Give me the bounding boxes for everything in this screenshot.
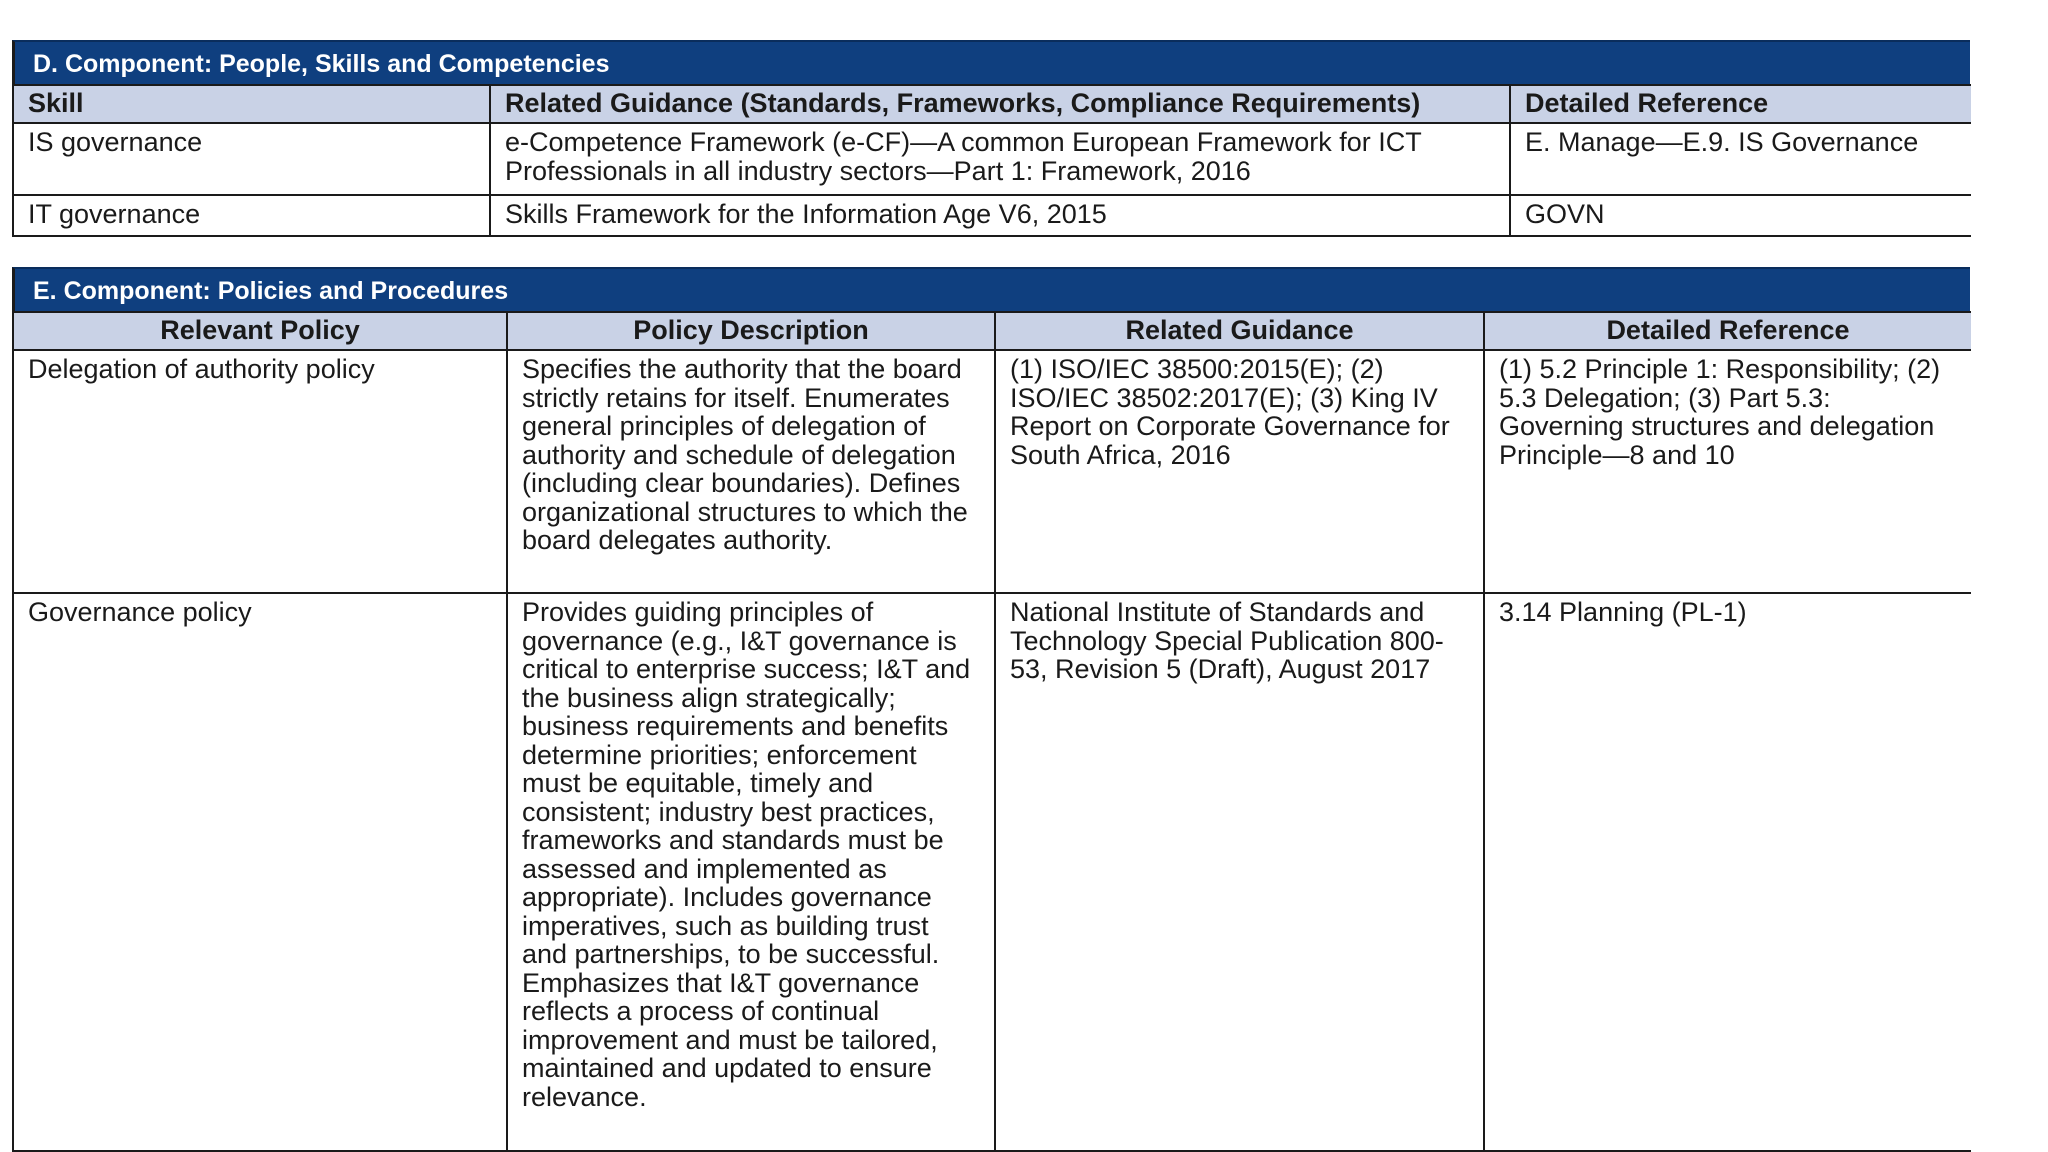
table-header-row: [13, 312, 1971, 350]
cell-relevant-policy: Delegation of authority policy: [13, 350, 507, 593]
column-header-skill: Skill: [13, 85, 490, 123]
skills-table: [12, 84, 1971, 237]
cell-related-guidance: (1) ISO/IEC 38500:2015(E); (2) ISO/IEC 38502:2017(E); (3) King IV Report on Corporate Governance for South Africa, 2016: [995, 350, 1484, 593]
table-row: [13, 350, 1971, 593]
cell-skill: IS governance: [13, 123, 490, 195]
cell-skill: IT governance: [13, 195, 490, 236]
table-row: [13, 123, 1971, 195]
table-row: [13, 195, 1971, 236]
section-e-title: E. Component: Policies and Procedures: [12, 267, 1970, 311]
column-header-related-guidance: Related Guidance (Standards, Frameworks, Compliance Requirements): [490, 85, 1510, 123]
cell-policy-description: Specifies the authority that the board strictly retains for itself. Enumerates general principles of delegation of authority and schedule of delegation (including clear boundaries). Defines organizational structures to which the board delegates authority.: [507, 350, 995, 593]
section-d-people-skills: [12, 40, 1970, 237]
cell-detailed-reference: (1) 5.2 Principle 1: Responsibility; (2) 5.3 Delegation; (3) Part 5.3: Governing structures and delegation Principle—8 and 10: [1484, 350, 1971, 593]
cell-related-guidance: Skills Framework for the Information Age V6, 2015: [490, 195, 1510, 236]
section-d-title: D. Component: People, Skills and Competencies: [12, 40, 1970, 84]
table-row: [13, 593, 1971, 1151]
column-header-related-guidance: Related Guidance: [995, 312, 1484, 350]
table-header-row: [13, 85, 1971, 123]
cell-policy-description: Provides guiding principles of governance (e.g., I&T governance is critical to enterprise success; I&T and the business align strategically; business requirements and benefits determine priorities; enforcement must be equitable, timely and consistent; industry best practices, frameworks and standards must be assessed and implemented as appropriate). Includes governance imperatives, such as building trust and partnerships, to be successful. Emphasizes that I&T governance reflects a process of continual improvement and must be tailored, maintained and updated to ensure relevance.: [507, 593, 995, 1151]
cell-detailed-reference: 3.14 Planning (PL-1): [1484, 593, 1971, 1151]
policies-table: [12, 311, 1971, 1152]
column-header-detailed-reference: Detailed Reference: [1510, 85, 1971, 123]
cell-detailed-reference: GOVN: [1510, 195, 1971, 236]
cell-relevant-policy: Governance policy: [13, 593, 507, 1151]
cell-detailed-reference: E. Manage—E.9. IS Governance: [1510, 123, 1971, 195]
column-header-relevant-policy: Relevant Policy: [13, 312, 507, 350]
column-header-policy-description: Policy Description: [507, 312, 995, 350]
cell-related-guidance: e-Competence Framework (e-CF)—A common European Framework for ICT Professionals in all industry sectors—Part 1: Framework, 2016: [490, 123, 1510, 195]
section-e-policies-procedures: [12, 267, 1970, 1152]
cell-related-guidance: National Institute of Standards and Technology Special Publication 800- 53, Revision 5 (Draft), August 2017: [995, 593, 1484, 1151]
column-header-detailed-reference: Detailed Reference: [1484, 312, 1971, 350]
